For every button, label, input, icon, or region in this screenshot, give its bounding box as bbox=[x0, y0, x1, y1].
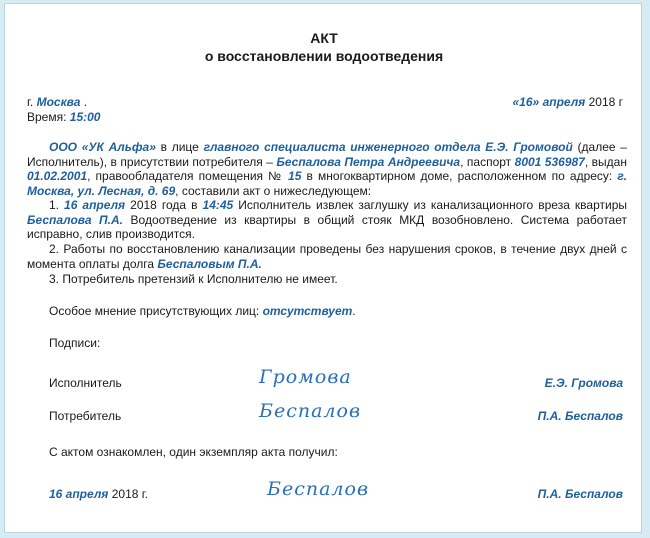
item-1 bbox=[27, 198, 627, 242]
special-opinion bbox=[49, 304, 356, 318]
item-3: 3. Потребитель претензий к Исполнителю не имеет. bbox=[49, 272, 338, 286]
executor-signature: Громова bbox=[259, 366, 352, 388]
company-name: ООО «УК Альфа» bbox=[49, 140, 156, 154]
intro-paragraph bbox=[27, 140, 627, 198]
intro-text: , паспорт bbox=[460, 154, 515, 169]
city-value: Москва bbox=[36, 95, 81, 109]
final-year: 2018 г. bbox=[111, 487, 148, 501]
item-text: Водоотведение из квартиры в общий стояк МКД возобновлено. Система работает исправно, слив производится. bbox=[27, 212, 628, 241]
passport-issued: 01.02.2001 bbox=[27, 169, 88, 183]
consumer-fullname: Беспалова Петра Андреевича bbox=[276, 154, 461, 169]
city-suffix: . bbox=[83, 95, 88, 109]
item-text: Исполнитель извлек заглушку из канализационного вреза квартиры bbox=[233, 198, 628, 212]
opinion-label: Особое мнение присутствующих лиц: bbox=[49, 304, 263, 318]
final-name: П.А. Беспалов bbox=[537, 487, 623, 501]
date-year: 2018 г bbox=[588, 95, 623, 109]
final-date: 16 апреля bbox=[49, 487, 109, 501]
signatures-label: Подписи: bbox=[49, 336, 101, 350]
executor-name: Е.Э. Громова bbox=[544, 376, 623, 390]
document-subtitle: о восстановлении водоотведения bbox=[204, 48, 444, 64]
intro-text: , составили акт о нижеследующем: bbox=[175, 183, 372, 198]
document-sheet bbox=[4, 3, 642, 533]
acquainted-text: С актом ознакомлен, один экземпляр акта получил: bbox=[49, 445, 338, 459]
item1-name: Беспалова П.А. bbox=[27, 212, 124, 227]
room-number: 15 bbox=[288, 169, 302, 183]
time-label: Время: bbox=[27, 110, 67, 124]
opinion-end: . bbox=[352, 304, 356, 318]
document-date bbox=[512, 95, 623, 109]
intro-text: в лице bbox=[155, 140, 204, 154]
date-quote-open: « bbox=[512, 95, 520, 109]
opinion-value: отсутствует bbox=[262, 304, 353, 318]
executor-label: Исполнитель bbox=[49, 376, 122, 390]
intro-text: , выдан bbox=[584, 154, 627, 169]
item-2 bbox=[27, 242, 627, 271]
time-value: 15:00 bbox=[69, 110, 101, 124]
document-title: АКТ bbox=[310, 30, 338, 46]
final-signature: Беспалов bbox=[267, 478, 370, 500]
city-line bbox=[27, 95, 87, 109]
executor-position: главного специалиста инженерного отдела Е.Э. Громовой bbox=[203, 140, 573, 154]
item-text: 2018 года в bbox=[125, 198, 203, 212]
consumer-name: П.А. Беспалов bbox=[537, 409, 623, 423]
item1-time: 14:45 bbox=[202, 198, 234, 212]
city-prefix: г. bbox=[27, 95, 34, 109]
time-line bbox=[27, 110, 100, 124]
intro-text: (далее – Исполнитель), в присутствии потребителя – bbox=[27, 140, 627, 169]
consumer-signature: Беспалов bbox=[259, 400, 362, 422]
date-month: апреля bbox=[542, 95, 586, 109]
item1-date: 16 апреля bbox=[64, 198, 126, 212]
item-number: 1. bbox=[49, 198, 65, 212]
date-quote-close: » bbox=[532, 95, 540, 109]
date-day: 16 bbox=[519, 95, 533, 109]
intro-text: в многоквартирном доме, расположенном по адресу: bbox=[301, 169, 618, 183]
item2-name: Беспаловым П.А. bbox=[157, 256, 262, 271]
passport-number: 8001 536987 bbox=[514, 154, 585, 169]
final-date-line bbox=[49, 487, 148, 501]
address: г. Москва, ул. Лесная, д. 69 bbox=[27, 169, 627, 198]
intro-text: , правообладателя помещения № bbox=[87, 169, 289, 183]
consumer-label: Потребитель bbox=[49, 409, 122, 423]
item-text: 2. Работы по восстановлению канализации проведены без нарушения сроков, в течение двух дней с момента оплаты долга bbox=[27, 242, 627, 271]
